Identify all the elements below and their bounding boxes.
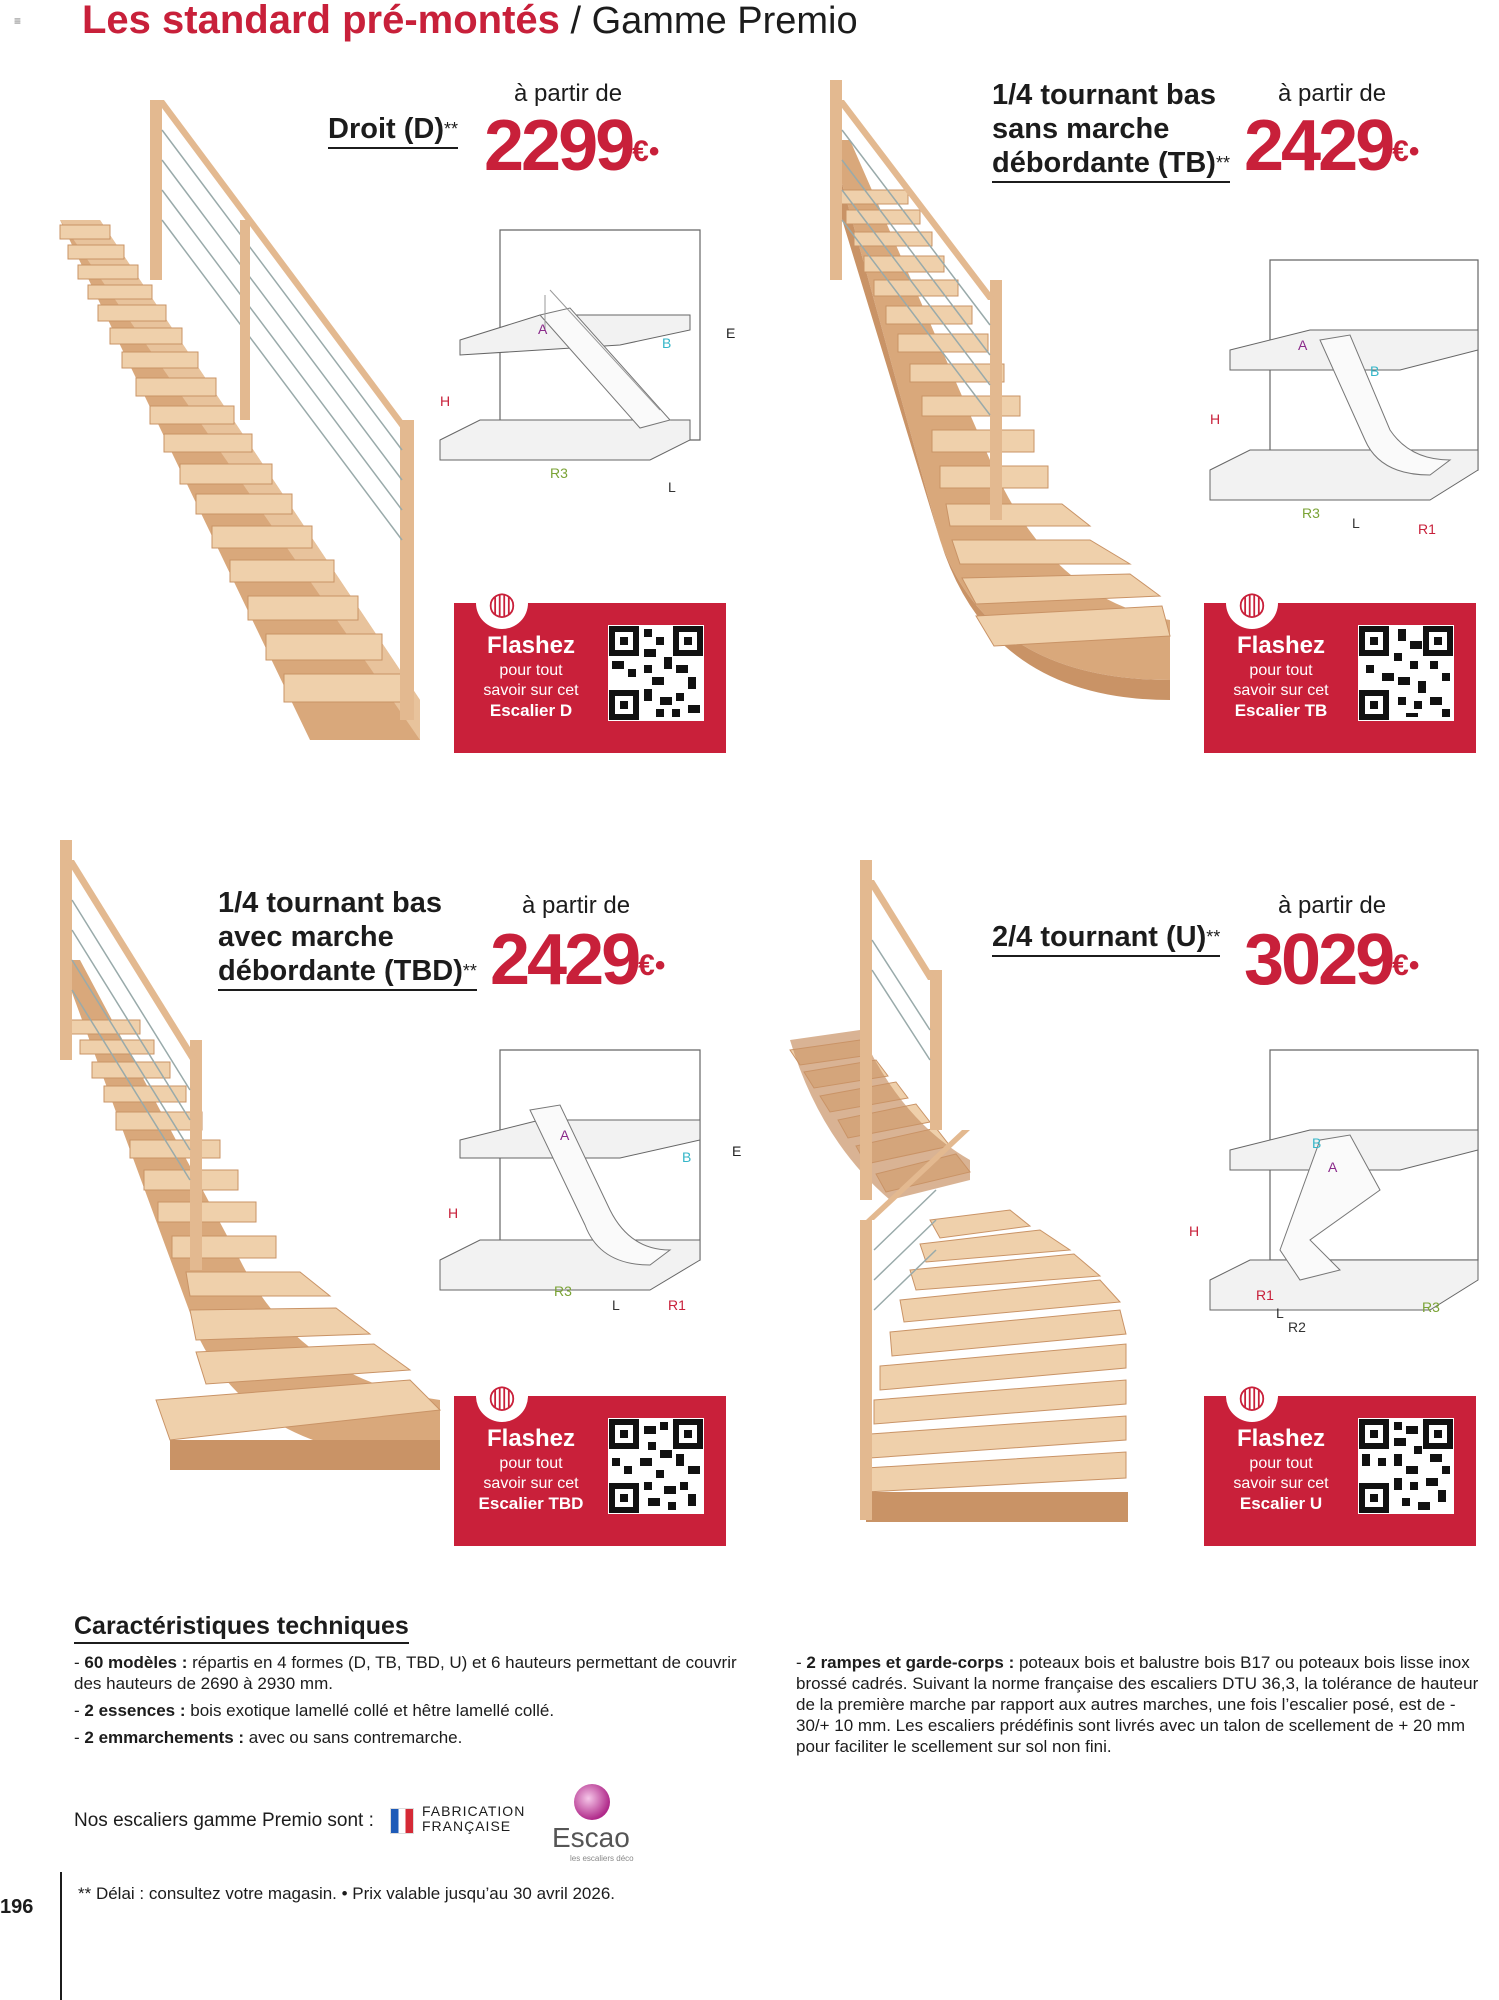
dimension-diagram-d bbox=[420, 220, 736, 570]
globe-icon: ◍ bbox=[476, 1370, 528, 1422]
from-label-tbd: à partir de bbox=[522, 892, 631, 919]
svg-text:R3: R3 bbox=[550, 465, 568, 481]
spec-item: - 60 modèles : répartis en 4 formes (D, TB, TBD, U) et 6 hauteurs permettant de couvrir des hauteurs de 2690 à 2930 mm. bbox=[74, 1653, 737, 1693]
svg-text:L: L bbox=[1352, 515, 1360, 531]
globe-icon: ◍ bbox=[1226, 1370, 1278, 1422]
svg-text:A: A bbox=[1298, 337, 1308, 353]
product-card-tbd bbox=[0, 840, 740, 1560]
qr-box-tb[interactable]: ◍ Flashez pour tout savoir sur cet Escalier TB bbox=[1204, 603, 1476, 753]
page-number: 196 bbox=[0, 1896, 34, 1918]
svg-text:B: B bbox=[1370, 363, 1380, 379]
svg-text:L: L bbox=[612, 1297, 620, 1313]
svg-text:R3: R3 bbox=[554, 1283, 572, 1299]
price-tbd: 2429€• bbox=[490, 920, 666, 1000]
svg-text:H: H bbox=[1210, 411, 1221, 427]
product-name-u: 2/4 tournant (U)** bbox=[992, 920, 1220, 954]
svg-text:L: L bbox=[1276, 1305, 1284, 1321]
specs-heading: Caractéristiques techniques bbox=[74, 1612, 409, 1644]
footer-note: ** Délai : consultez votre magasin. • Prix valable jusqu’au 30 avril 2026. bbox=[78, 1884, 616, 1903]
qr-code[interactable] bbox=[608, 625, 704, 721]
svg-text:R1: R1 bbox=[1256, 1287, 1274, 1303]
stair-photo-d bbox=[40, 60, 460, 780]
svg-text:H: H bbox=[440, 393, 451, 409]
globe-icon: ◍ bbox=[1226, 577, 1278, 629]
qr-box-d[interactable]: ◍ Flashez pour tout savoir sur cet Escalier D bbox=[454, 603, 726, 753]
page-header: Les standard pré-montés / Gamme Premio bbox=[82, 0, 858, 42]
qr-code[interactable] bbox=[1358, 1418, 1454, 1514]
page-title: Les standard pré-montés bbox=[82, 0, 560, 42]
svg-text:B: B bbox=[682, 1149, 692, 1165]
menu-icon[interactable]: ≡ bbox=[14, 14, 22, 28]
svg-text:R1: R1 bbox=[1418, 521, 1436, 537]
dim-a: A bbox=[538, 321, 548, 337]
product-name-tb: 1/4 tournant bas sans marche débordante (TB)** bbox=[992, 78, 1230, 180]
dimension-diagram-tbd bbox=[420, 1040, 742, 1360]
svg-text:R2: R2 bbox=[1288, 1319, 1306, 1335]
from-label-tb: à partir de bbox=[1278, 80, 1387, 107]
svg-text:E: E bbox=[726, 325, 736, 341]
svg-text:B: B bbox=[662, 335, 672, 351]
svg-text:H: H bbox=[448, 1205, 459, 1221]
price-u: 3029€• bbox=[1244, 920, 1420, 1000]
product-card-tb bbox=[750, 60, 1499, 780]
svg-text:R1: R1 bbox=[668, 1297, 686, 1313]
globe-icon: ◍ bbox=[476, 577, 528, 629]
dimension-diagram-u bbox=[1190, 1040, 1490, 1370]
origin-label: Nos escaliers gamme Premio sont : bbox=[74, 1810, 374, 1831]
svg-text:R3: R3 bbox=[1302, 505, 1320, 521]
qr-code[interactable] bbox=[608, 1418, 704, 1514]
dimension-diagram-tb bbox=[1190, 250, 1490, 570]
french-flag-icon bbox=[390, 1808, 414, 1834]
page-subtitle: Gamme Premio bbox=[591, 0, 858, 42]
specs-section bbox=[74, 1612, 1464, 1641]
product-card-u bbox=[750, 840, 1499, 1560]
qr-code[interactable] bbox=[1358, 625, 1454, 721]
origin-row: Nos escaliers gamme Premio sont : FABRICATION FRANÇAISE Escao les escaliers déco bbox=[74, 1796, 694, 1856]
product-name-tbd: 1/4 tournant bas avec marche débordante (TBD)** bbox=[218, 886, 477, 988]
price-tb: 2429€• bbox=[1244, 106, 1420, 186]
spec-item: - 2 essences : bois exotique lamellé collé et hêtre lamellé collé. bbox=[74, 1701, 555, 1720]
specs-right bbox=[796, 1652, 1486, 1757]
svg-text:A: A bbox=[560, 1127, 570, 1143]
svg-text:H: H bbox=[1189, 1223, 1200, 1239]
spec-item: - 2 emmarchements : avec ou sans contremarche. bbox=[74, 1728, 463, 1747]
svg-text:B: B bbox=[1312, 1135, 1322, 1151]
qr-box-u[interactable]: ◍ Flashez pour tout savoir sur cet Escalier U bbox=[1204, 1396, 1476, 1546]
specs-left bbox=[74, 1652, 754, 1748]
product-name-d: Droit (D)** bbox=[328, 112, 458, 146]
qr-box-tbd[interactable]: ◍ Flashez pour tout savoir sur cet Escalier TBD bbox=[454, 1396, 726, 1546]
from-label-u: à partir de bbox=[1278, 892, 1387, 919]
svg-text:E: E bbox=[732, 1143, 742, 1159]
svg-text:L: L bbox=[668, 479, 676, 495]
svg-text:R3: R3 bbox=[1422, 1299, 1440, 1315]
from-label-d: à partir de bbox=[514, 80, 623, 107]
product-card-d bbox=[0, 60, 740, 780]
fabrication-label: FABRICATION bbox=[422, 1803, 526, 1819]
brand-name: Escao bbox=[552, 1822, 630, 1853]
page-divider bbox=[60, 1872, 62, 2000]
escao-logo-icon bbox=[574, 1784, 610, 1820]
price-d: 2299€• bbox=[484, 106, 660, 186]
svg-text:A: A bbox=[1328, 1159, 1338, 1175]
spec-item: - 2 rampes et garde-corps : poteaux bois et balustre bois B17 ou poteaux bois lisse inox brossé cadrés. Suivant la norme française des escaliers DTU 36,3, la tolérance de hauteur de la première marche par rapport aux autres marches, une fois l’escalier posé, est de - 30/+ 10 mm. Les escaliers prédéfinis sont livrés avec un talon de scellement de + 20 mm pour faciliter le scellement sur sol non fini. bbox=[796, 1653, 1479, 1756]
